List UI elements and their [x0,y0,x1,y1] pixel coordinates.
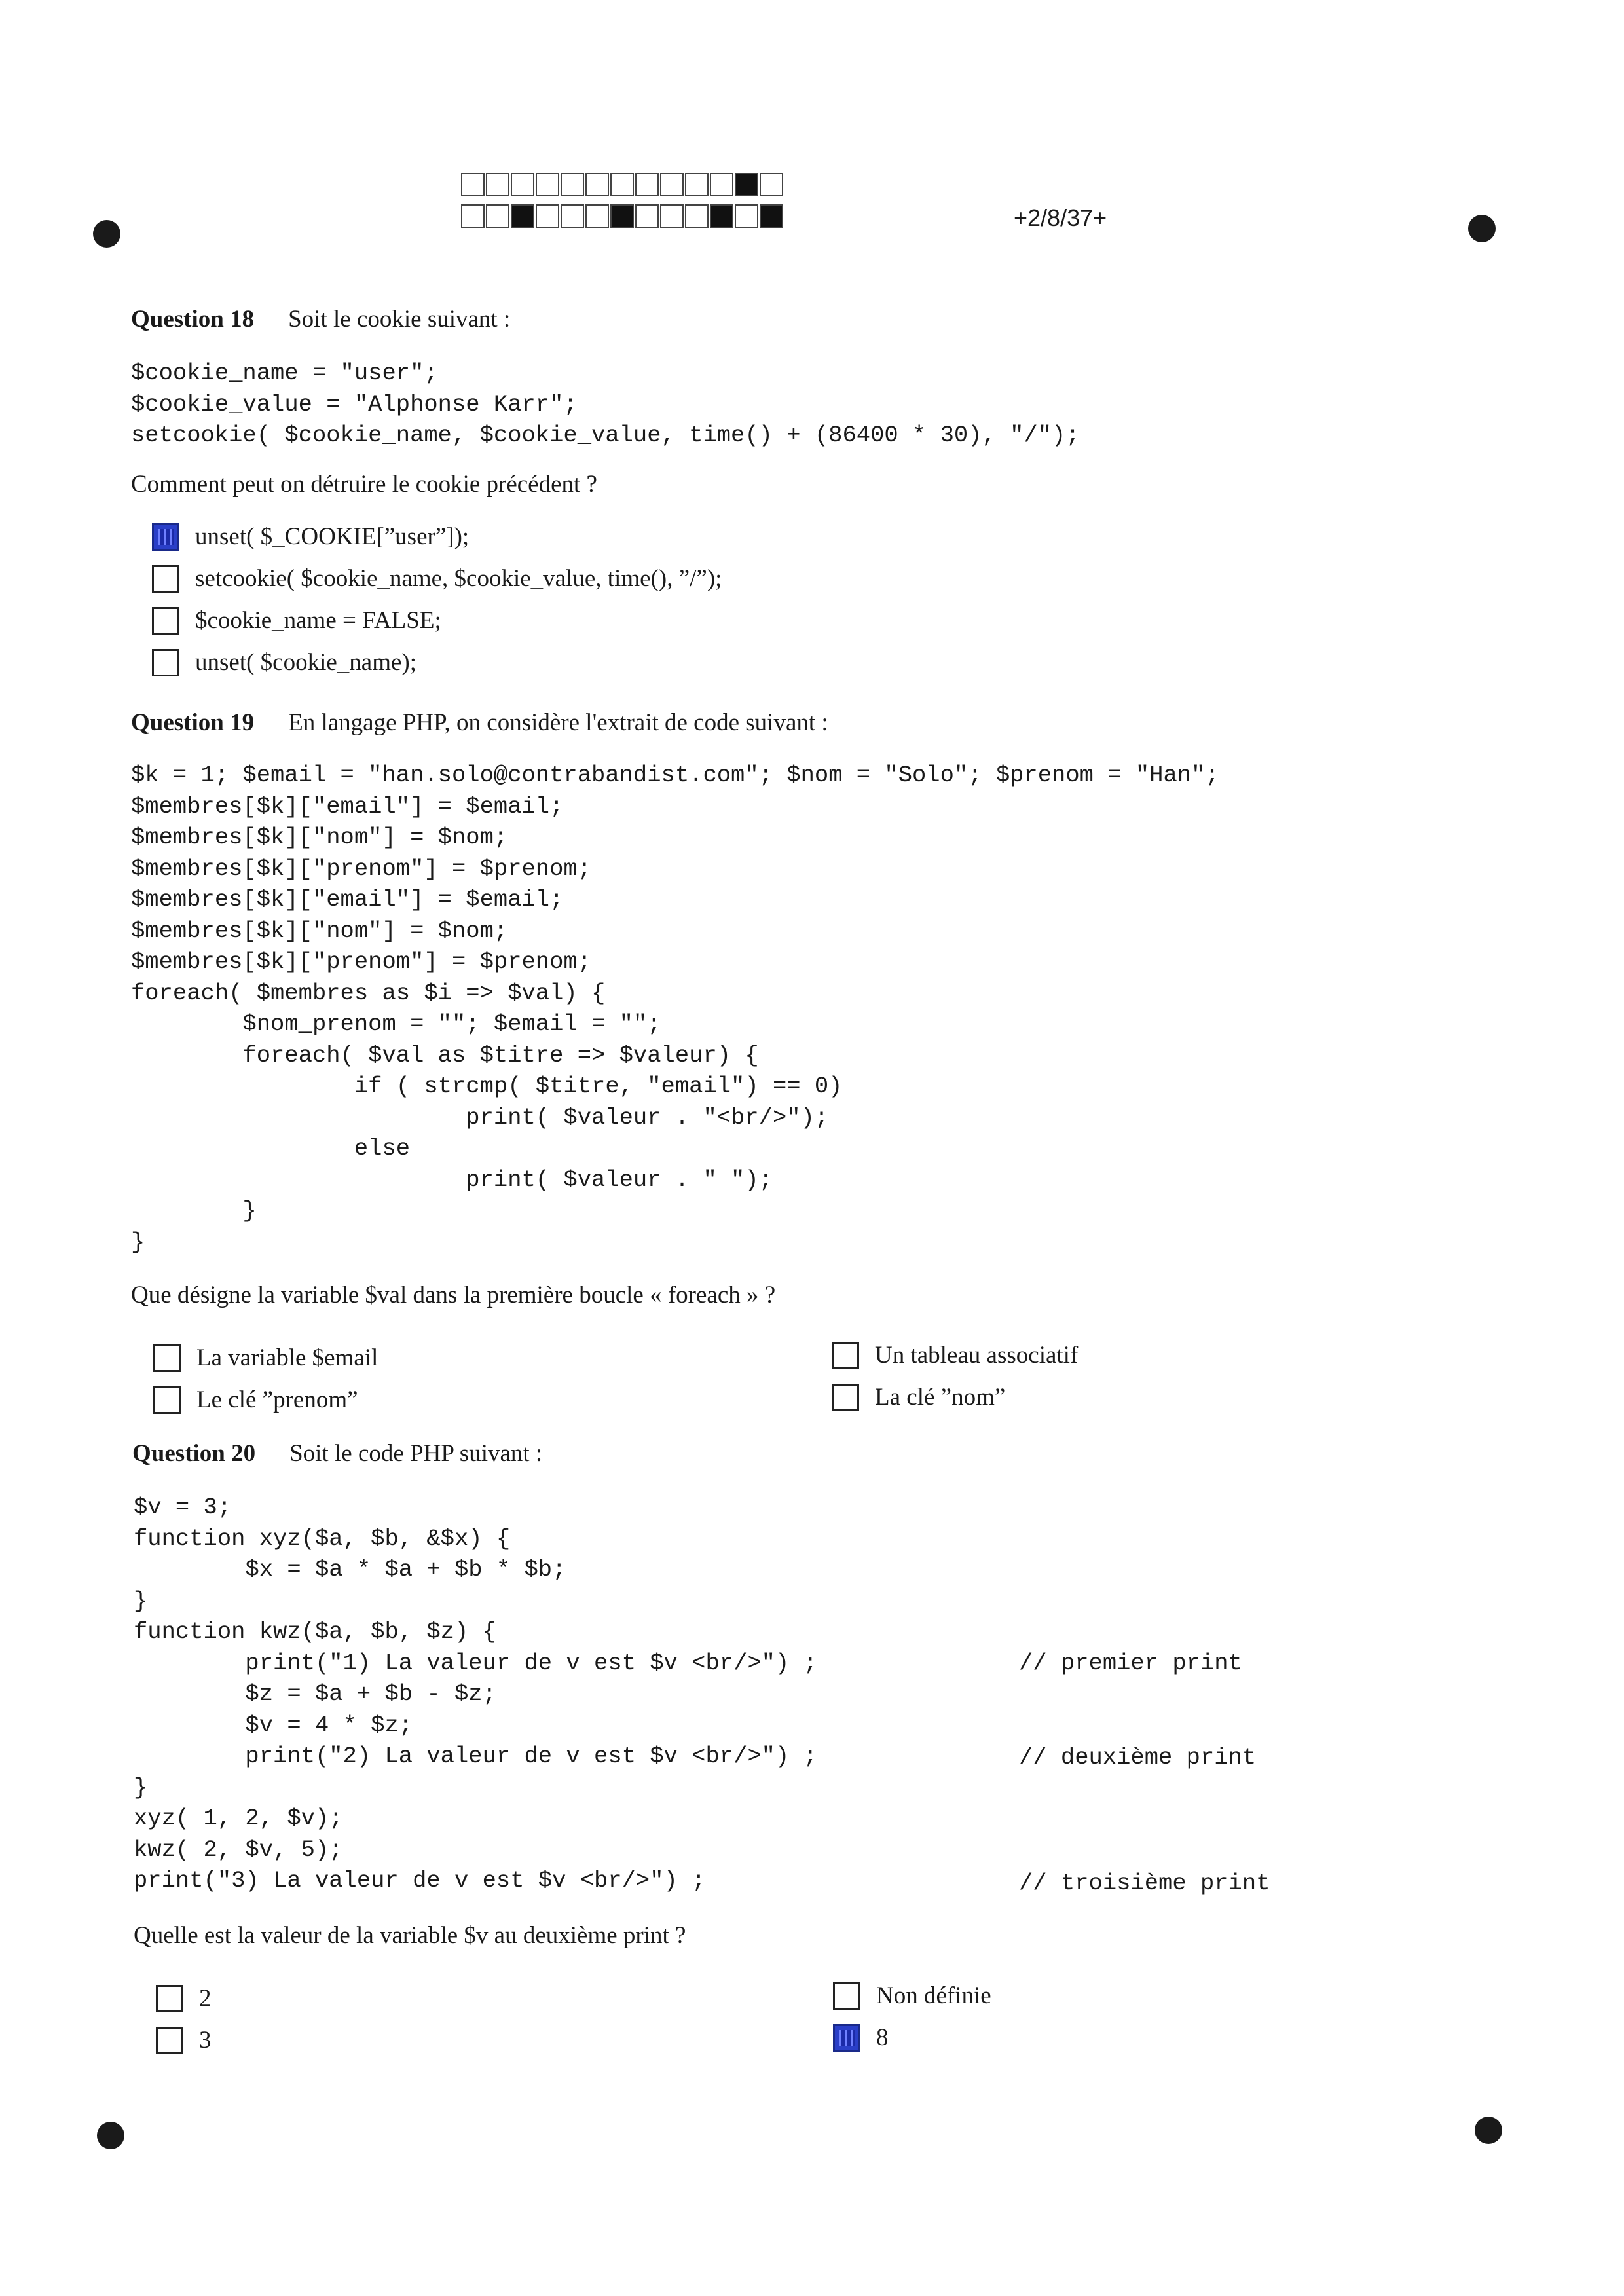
code-comment: // premier print [1019,1650,1242,1676]
barcode-cell [660,173,684,196]
barcode-cell [710,173,733,196]
answer-label: $cookie_name = FALSE; [195,607,441,634]
answer-option[interactable] [153,1344,378,1372]
question-title: Question 18 [131,306,255,333]
answer-option[interactable] [833,2024,889,2052]
barcode-cell [760,204,783,228]
barcode-cell [511,173,534,196]
answer-checkbox[interactable] [152,607,179,635]
answer-option[interactable] [156,2026,212,2054]
answer-option[interactable] [832,1341,1078,1369]
answer-option[interactable] [833,1982,991,2010]
answer-checkbox[interactable] [152,523,179,551]
question-title: Question 19 [131,709,255,736]
code-comment: // troisième print [1019,1870,1270,1897]
registration-mark-top-right [1468,215,1496,242]
answer-checkbox[interactable] [153,1386,181,1414]
answer-checkbox[interactable] [156,2027,183,2054]
barcode-cell [561,173,584,196]
question-20-heading [132,1439,542,1468]
barcode-cell [610,173,634,196]
barcode-cell [536,173,559,196]
question-title: Question 20 [132,1440,256,1467]
barcode-cell [735,173,758,196]
answer-option[interactable] [152,523,469,551]
answer-label: Le clé ”prenom” [196,1386,358,1413]
barcode-cell [660,204,684,228]
question-18-prompt: Comment peut on détruire le cookie précédent ? [131,471,597,498]
answer-checkbox[interactable] [152,565,179,593]
answer-label: Non définie [876,1982,991,2009]
barcode-cell [511,204,534,228]
barcode-bottom-row [461,204,784,228]
barcode-cell [585,204,609,228]
barcode-cell [486,204,509,228]
answer-label: unset( $_COOKIE[”user”]); [195,523,470,550]
answer-label: unset( $cookie_name); [195,649,417,676]
question-intro: Soit le code PHP suivant : [289,1440,543,1467]
question-19-code: $k = 1; $email = "han.solo@contrabandist.com"; $nom = "Solo"; $prenom = "Han"; $membres[$k]["email"] = $email; $membres[$k]["nom"] = $nom; $membres[$k]["prenom"] = $prenom; $membres[$k]["email"] = $email; $membres[$k]["nom"] = $nom; $membres[$k]["prenom"] = $prenom; foreach( $membres as $i => $val) { $nom_prenom = ""; $email = ""; foreach( $val as $titre => $valeur) { if ( strcmp( $titre, "email") == 0) print( $valeur . "<br/>"); else print( $valeur . " "); } } [131,762,1219,1255]
barcode-cell [685,204,709,228]
question-intro: Soit le cookie suivant : [288,306,511,333]
answer-option[interactable] [153,1386,358,1414]
answer-checkbox[interactable] [832,1384,859,1411]
answer-option[interactable] [152,565,722,593]
barcode-cell [635,204,659,228]
question-19-heading [131,709,828,737]
answer-label: 3 [199,2027,212,2054]
barcode-top-row [461,173,784,196]
answer-label: La variable $email [196,1344,378,1371]
question-intro: En langage PHP, on considère l'extrait de code suivant : [288,709,828,736]
barcode-cell [635,173,659,196]
answer-label: setcookie( $cookie_name, $cookie_value, time(), ”/”); [195,565,722,592]
answer-label: 2 [199,1985,212,2012]
answer-checkbox[interactable] [152,649,179,676]
answer-label: La clé ”nom” [875,1384,1006,1411]
barcode-cell [486,173,509,196]
registration-mark-bottom-right [1475,2117,1502,2144]
answer-option[interactable] [152,606,441,635]
page-identifier: +2/8/37+ [1014,204,1107,231]
answer-checkbox[interactable] [156,1985,183,2012]
barcode-cell [735,204,758,228]
code-comment: // deuxième print [1019,1744,1257,1771]
barcode-cell [585,173,609,196]
barcode-cell [461,204,485,228]
barcode-cell [561,204,584,228]
answer-option[interactable] [152,648,416,676]
registration-mark-top-left [93,220,120,248]
answer-label: 8 [876,2024,889,2051]
answer-checkbox[interactable] [153,1344,181,1372]
answer-option[interactable] [156,1984,212,2012]
barcode-cell [536,204,559,228]
barcode-cell [685,173,709,196]
answer-label: Un tableau associatif [875,1342,1079,1369]
question-18-heading [131,305,510,333]
answer-option[interactable] [832,1383,1005,1411]
question-20-code: $v = 3; function xyz($a, $b, &$x) { $x = $a * $a + $b * $b; } function kwz($a, $b, $z) { print("1) La valeur de v est $v <br/>") ; $z = $a + $b - $z; $v = 4 * $z; print("2) La valeur de v est $v <br/>") ; } xyz( 1, 2, $v); kwz( 2, $v, 5); print("3) La valeur de v est $v <br/>") ; [134,1494,817,1894]
question-19-prompt: Que désigne la variable $val dans la première boucle « foreach » ? [131,1282,776,1308]
answer-checkbox[interactable] [833,1982,860,2010]
barcode-cell [710,204,733,228]
barcode-cell [461,173,485,196]
question-18-code: $cookie_name = "user"; $cookie_value = "Alphonse Karr"; setcookie( $cookie_name, $cookie_value, time() + (86400 * 30), "/"); [131,360,1080,449]
question-20-prompt: Quelle est la valeur de la variable $v au deuxième print ? [134,1922,686,1949]
barcode-cell [610,204,634,228]
answer-checkbox[interactable] [832,1342,859,1369]
answer-checkbox[interactable] [833,2024,860,2052]
barcode-cell [760,173,783,196]
registration-mark-bottom-left [97,2122,124,2149]
